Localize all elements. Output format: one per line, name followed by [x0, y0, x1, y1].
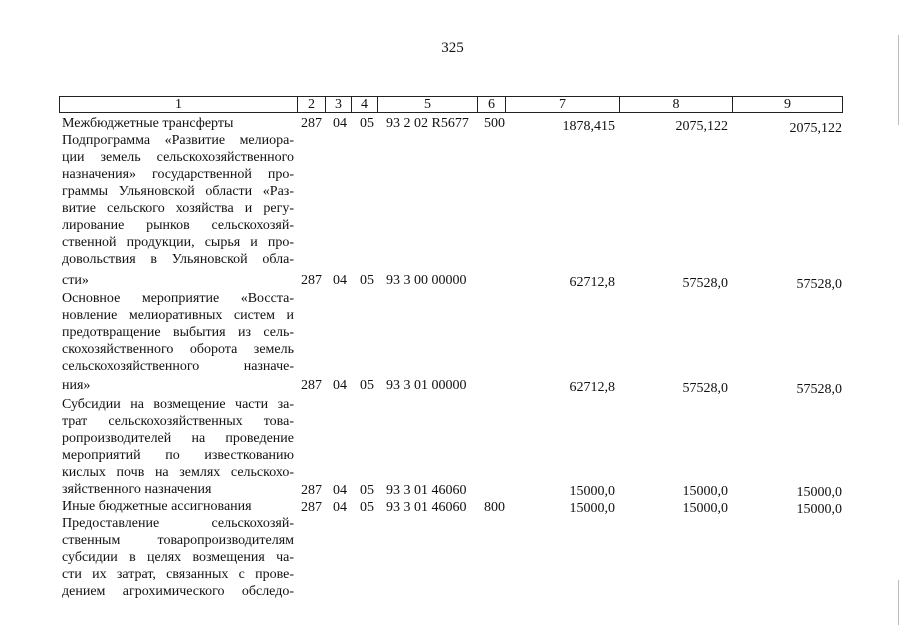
- row-col-4: 05: [360, 273, 374, 288]
- row-description-line: сти»: [62, 273, 89, 288]
- row-col-3: 04: [333, 500, 347, 515]
- row-col-7: 15000,0: [569, 484, 615, 499]
- row-col-3: 04: [333, 483, 347, 498]
- row-description-line: довольствия в Ульяновской обла-: [62, 252, 294, 267]
- row-col-5: 93 3 01 00000: [386, 378, 467, 393]
- header-col-1: 1: [60, 97, 298, 112]
- row-description-line: ственным товаропроизводителям: [62, 533, 294, 548]
- row-description-line: субсидии в целях возмещения ча-: [62, 550, 294, 565]
- row-description-line: ропроизводителей на проведение: [62, 431, 294, 446]
- row-col-2: 287: [301, 116, 322, 131]
- row-col-2: 287: [301, 500, 322, 515]
- row-description-line: Межбюджетные трансферты: [62, 116, 234, 131]
- row-description-line: граммы Ульяновской области «Раз-: [62, 184, 294, 199]
- row-description-line: сти их затрат, связанных с прове-: [62, 567, 294, 582]
- row-col-9: 15000,0: [796, 485, 842, 500]
- row-col-5: 93 2 02 R5677: [386, 116, 469, 131]
- row-description-line: ции земель сельскохозяйственного: [62, 150, 294, 165]
- row-col-3: 04: [333, 378, 347, 393]
- header-col-8: 8: [620, 97, 733, 112]
- row-description-line: Подпрограмма «Развитие мелиора-: [62, 133, 294, 148]
- row-col-7: 15000,0: [569, 501, 615, 516]
- scan-margin-mark: [898, 35, 899, 125]
- row-col-2: 287: [301, 483, 322, 498]
- header-col-3: 3: [326, 97, 352, 112]
- row-col-5: 93 3 01 46060: [386, 483, 467, 498]
- page-number: 325: [441, 40, 464, 56]
- row-description-line: мероприятий по известкованию: [62, 448, 294, 463]
- scan-margin-mark: [898, 580, 899, 625]
- row-description-line: дением агрохимического обследо-: [62, 584, 294, 599]
- row-col-2: 287: [301, 273, 322, 288]
- row-col-9: 57528,0: [796, 382, 842, 397]
- row-col-9: 2075,122: [789, 121, 842, 136]
- row-col-2: 287: [301, 378, 322, 393]
- row-col-6: 500: [484, 116, 505, 131]
- row-col-8: 57528,0: [682, 381, 728, 396]
- row-col-4: 05: [360, 378, 374, 393]
- row-description-line: зяйственного назначения: [62, 482, 212, 497]
- row-description-line: новление мелиоративных систем и: [62, 308, 294, 323]
- row-description-line: Основное мероприятие «Восста-: [62, 291, 294, 306]
- row-description-line: сельскохозяйственного назначе-: [62, 359, 294, 374]
- header-col-2: 2: [298, 97, 326, 112]
- row-col-4: 05: [360, 116, 374, 131]
- row-col-7: 62712,8: [569, 380, 615, 395]
- row-description-line: трат сельскохозяйственных това-: [62, 414, 294, 429]
- row-description-line: ния»: [62, 378, 91, 393]
- row-description-line: лирование рынков сельскохозяй-: [62, 218, 294, 233]
- header-col-4: 4: [352, 97, 378, 112]
- row-description-line: предотвращение выбытия из сель-: [62, 325, 294, 340]
- row-col-7: 1878,415: [562, 119, 615, 134]
- row-col-8: 57528,0: [682, 276, 728, 291]
- row-col-4: 05: [360, 500, 374, 515]
- row-description-line: назначения» государственной про-: [62, 167, 294, 182]
- row-col-6: 800: [484, 500, 505, 515]
- row-description-line: кислых почв на землях сельскохо-: [62, 465, 294, 480]
- row-description-line: Субсидии на возмещение части за-: [62, 397, 294, 412]
- header-col-5: 5: [378, 97, 478, 112]
- row-col-8: 2075,122: [675, 119, 728, 134]
- row-col-4: 05: [360, 483, 374, 498]
- row-description-line: Предоставление сельскохозяй-: [62, 516, 294, 531]
- row-description-line: скохозяйственного оборота земель: [62, 342, 294, 357]
- row-col-8: 15000,0: [682, 484, 728, 499]
- header-col-6: 6: [478, 97, 506, 112]
- row-col-9: 57528,0: [796, 277, 842, 292]
- row-col-5: 93 3 01 46060: [386, 500, 467, 515]
- row-col-7: 62712,8: [569, 275, 615, 290]
- table-header-row: [59, 96, 843, 113]
- row-col-5: 93 3 00 00000: [386, 273, 467, 288]
- row-description-line: витие сельского хозяйства и регу-: [62, 201, 294, 216]
- row-col-3: 04: [333, 116, 347, 131]
- row-description-line: Иные бюджетные ассигнования: [62, 499, 252, 514]
- row-col-3: 04: [333, 273, 347, 288]
- header-col-9: 9: [784, 97, 791, 112]
- row-col-8: 15000,0: [682, 501, 728, 516]
- row-description-line: ственной продукции, сырья и про-: [62, 235, 294, 250]
- header-col-7: 7: [506, 97, 620, 112]
- row-col-9: 15000,0: [796, 502, 842, 517]
